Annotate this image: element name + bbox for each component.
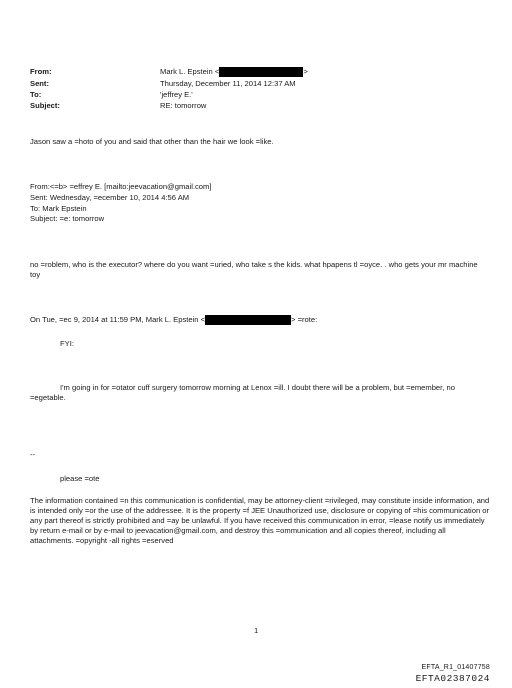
on-tue-suffix: > =rote:: [291, 315, 318, 324]
surgery-text: I'm going in for =otator cuff surgery tomorrow morning at Lenox =ill. I doubt there will be a problem, but =emember, no =egetable.: [30, 383, 455, 403]
quoted-sent-line: Sent: Wednesday, =ecember 10, 2014 4:56 AM: [30, 193, 190, 202]
on-tue-prefix: On Tue, =ec 9, 2014 at 11:59 PM, Mark L. Epstein <: [30, 315, 206, 324]
to-label: To:: [30, 90, 42, 99]
from-label: From:: [30, 67, 52, 76]
to-value: 'jeffrey E.': [160, 90, 193, 99]
redaction-box: [205, 315, 291, 325]
quoted-subject-line: Subject: =e: tomorrow: [30, 214, 105, 223]
from-name: Mark L. Epstein <: [160, 67, 220, 76]
redaction-box: [219, 67, 303, 77]
fyi-text: FYI:: [60, 339, 74, 348]
reply-text: no =roblem, who is the executor? where do you want =uried, who take s the kids. what hpapens tl =oyce. . who gets your mr machine toy: [30, 260, 478, 280]
separator: --: [30, 450, 36, 459]
subject-value: RE: tomorrow: [160, 101, 207, 110]
quoted-to-line: To: Mark Epstein: [30, 204, 87, 213]
footer-ref-2: EFTA02387024: [415, 673, 490, 684]
sent-value: Thursday, December 11, 2014 12:37 AM: [160, 79, 296, 88]
from-tail: >: [303, 67, 308, 76]
disclaimer: The information contained =n this communication is confidential, may be attorney-client =rivileged, may constitute inside information, and is intended only =or the use of the addressee. It is the property =f JEE Unauthorized use, disclosure or copying of =his communication or any part thereof is strictly prohibited and =ay be unlawful. If you have received this communication in error, =lease notify us immediately by return e-mail or by e-mail to jeevacation@gmail.com, and destroy this =ommunication and all copies thereof, including all attachments. =opyright -all rights =eserved: [30, 496, 490, 546]
sent-label: Sent:: [30, 79, 49, 88]
page-number: 1: [254, 626, 259, 635]
on-tue-line: [30, 315, 485, 325]
surgery-paragraph: [30, 383, 490, 403]
please-note: please =ote: [60, 474, 100, 483]
from-value: [160, 67, 308, 77]
subject-label: Subject:: [30, 101, 60, 110]
quoted-from-line: From:<=b> =effrey E. [mailto:jeevacation@gmail.com]: [30, 182, 212, 191]
footer-ref-1: EFTA_R1_01407758: [421, 664, 490, 671]
message-body: Jason saw a =hoto of you and said that other than the hair we look =like.: [30, 137, 274, 146]
